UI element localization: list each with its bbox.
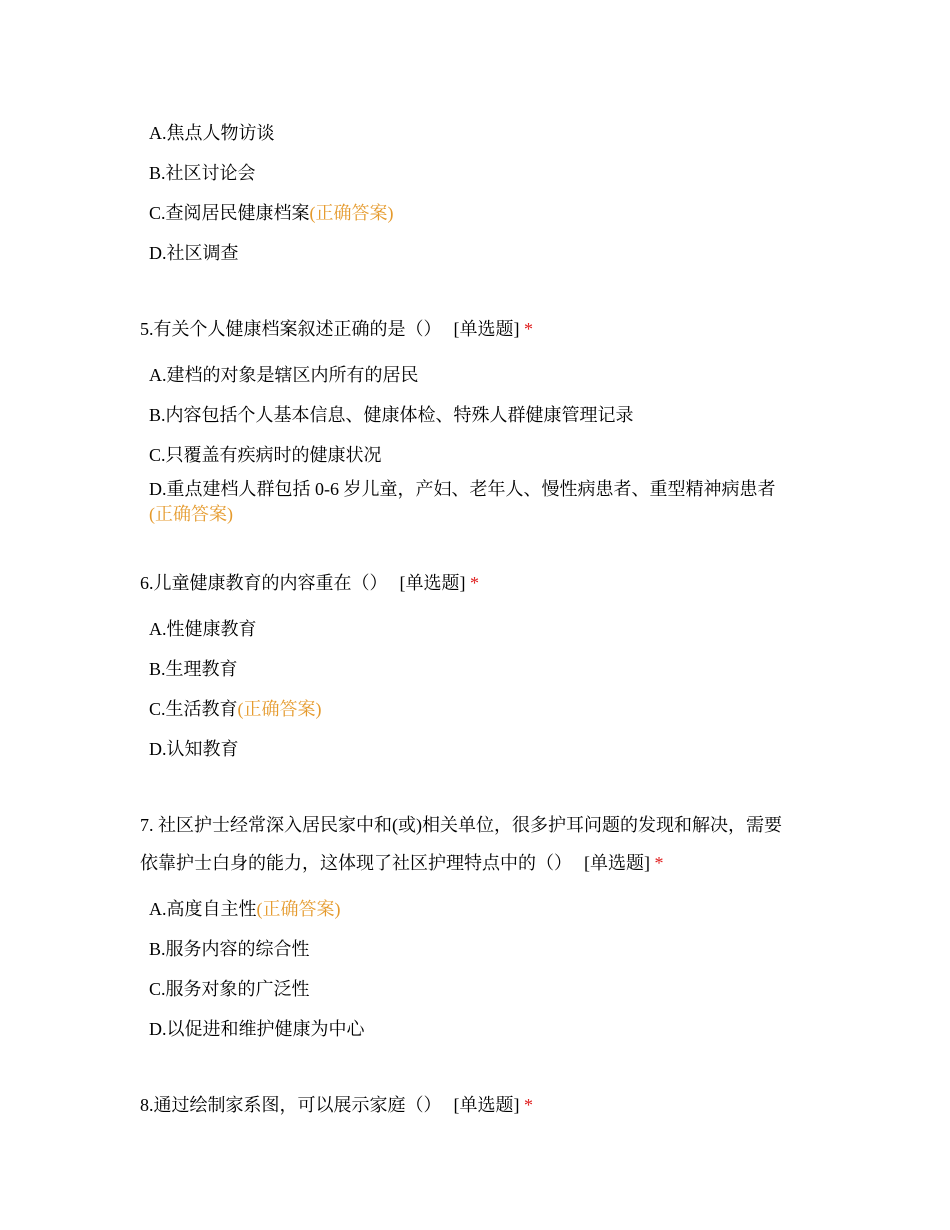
question-type-label: [单选题] xyxy=(399,573,466,593)
q5-option-d-answer xyxy=(149,502,233,526)
question-type-label: [单选题] xyxy=(453,1095,520,1115)
q7-option-d[interactable]: D.以促进和维护健康为中心 xyxy=(149,1019,365,1039)
q4-option-a[interactable]: A.焦点人物访谈 xyxy=(149,123,275,143)
q6-option-a[interactable]: A.性健康教育 xyxy=(149,619,257,639)
correct-answer-tag: (正确答案) xyxy=(256,899,341,919)
required-star: * xyxy=(524,1095,533,1115)
q4-option-b[interactable]: B.社区讨论会 xyxy=(149,163,256,183)
required-star: * xyxy=(470,573,479,593)
q6-option-c[interactable]: C.生活教育(正确答案) xyxy=(149,699,322,719)
required-star: * xyxy=(654,853,664,873)
q5-option-d[interactable]: D.重点建档人群包括 0-6 岁儿童，产妇、老年人、慢性病患者、重型精神病患者 xyxy=(149,479,776,499)
correct-answer-tag: (正确答案) xyxy=(149,504,233,524)
q7-title-line1: 7. 社区护士经常深入居民家中和(或)相关单位，很多护耳问题的发现和解决，需要 xyxy=(140,815,782,835)
correct-answer-tag: (正确答案) xyxy=(237,699,322,719)
question-type-label: [单选题] xyxy=(584,853,650,873)
q6-option-b[interactable]: B.生理教育 xyxy=(149,659,238,679)
q7-title-line2: 依靠护士白身的能力，这体现了社区护理特点中的（） [单选题] * xyxy=(140,853,664,873)
correct-answer-tag: (正确答案) xyxy=(309,203,394,223)
question-type-label: [单选题] xyxy=(453,319,520,339)
q4-option-c[interactable]: C.查阅居民健康档案(正确答案) xyxy=(149,203,394,223)
q7-option-b[interactable]: B.服务内容的综合性 xyxy=(149,939,310,959)
q8-title: 8.通过绘制家系图，可以展示家庭（） [单选题] * xyxy=(140,1095,533,1115)
q5-option-a[interactable]: A.建档的对象是辖区内所有的居民 xyxy=(149,365,419,385)
q6-option-d[interactable]: D.认知教育 xyxy=(149,739,239,759)
q7-option-c[interactable]: C.服务对象的广泛性 xyxy=(149,979,310,999)
q6-title: 6.儿童健康教育的内容重在（） [单选题] * xyxy=(140,573,479,593)
q4-option-d[interactable]: D.社区调查 xyxy=(149,243,239,263)
q5-option-b[interactable]: B.内容包括个人基本信息、健康体检、特殊人群健康管理记录 xyxy=(149,405,634,425)
q5-option-c[interactable]: C.只覆盖有疾病时的健康状况 xyxy=(149,445,382,465)
q5-title: 5.有关个人健康档案叙述正确的是（） [单选题] * xyxy=(140,319,533,339)
q7-option-a[interactable]: A.高度自主性(正确答案) xyxy=(149,899,341,919)
required-star: * xyxy=(524,319,533,339)
